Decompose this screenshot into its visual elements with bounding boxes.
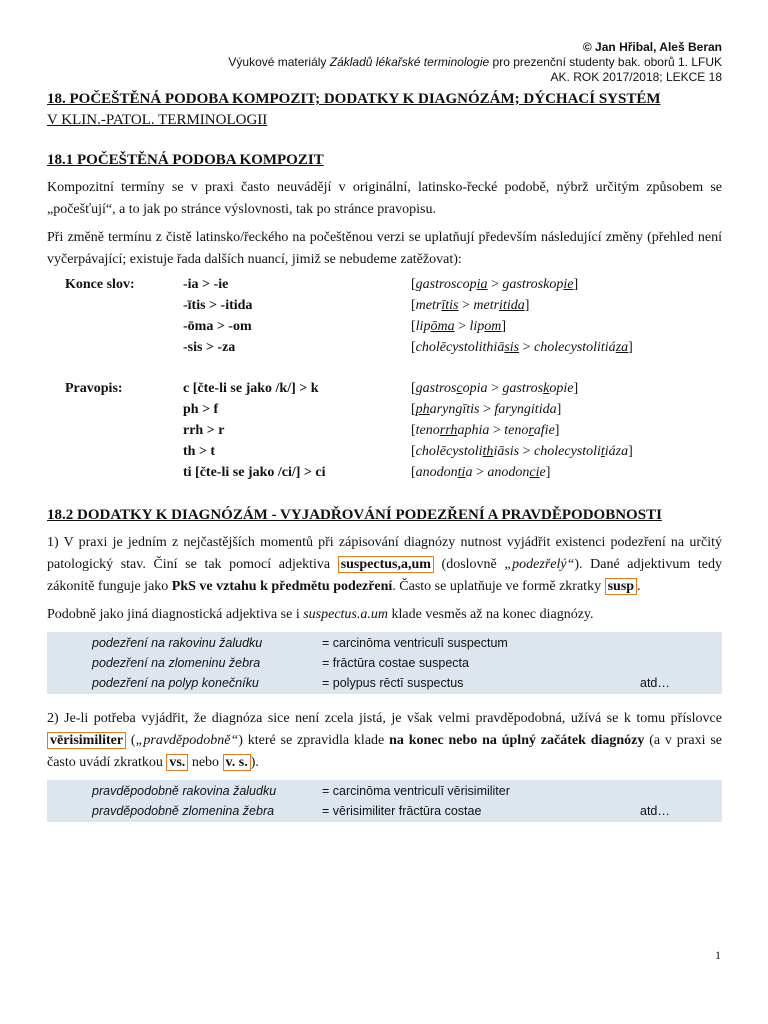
paragraph: 2) Je-li potřeba vyjádřit, že diagnóza sice není zcela jistá, je však velmi pravděpodobná, užívá se k tomu příslovce vērisimiliter („pravděpodobně“) které se zpravidla klade na konec nebo na úplný začátek diagnózy (a v praxi se často uvádí zkratkou vs. nebo v. s. ).	[47, 711, 722, 770]
examples-table-verisimiliter	[47, 780, 722, 822]
example-cell: [pharyngītis > faryngitida]	[411, 402, 562, 417]
rule-change: c [čte-li se jako /k/] > k	[183, 381, 319, 396]
rule-group-label	[65, 319, 183, 340]
etc-note	[640, 633, 700, 653]
etc-note: atd…	[640, 676, 670, 690]
czech-term: podezření na rakovinu žaludku	[92, 636, 263, 650]
section-heading-18-2: 18.2 DODATKY K DIAGNÓZÁM - VYJADŘOVÁNÍ PODEZŘENÍ A PRAVDĚPODOBNOSTI	[47, 507, 662, 523]
rule-change: th > t	[183, 444, 216, 459]
rule-group-label: Pravopis:	[65, 381, 123, 396]
example-cell: [cholēcystolithiāsis > cholecystolitiáza]	[411, 444, 633, 459]
rule-row	[65, 277, 633, 298]
rule-group-label: Konce slov:	[65, 277, 135, 292]
rule-group-label	[65, 402, 183, 423]
paragraph: Kompozitní termíny se v praxi často neuvádějí v originální, latinsko-řecké podobě, nýbrž určitým způsobem se „počešťují“, a to jak po stránce výslovnosti, tak po stránce pravopisu.	[47, 180, 722, 217]
rule-change: -ia > -ie	[183, 277, 229, 292]
table-row	[47, 781, 722, 801]
table-row	[47, 633, 722, 653]
rule-change: -sis > -za	[183, 340, 236, 355]
latin-term: = carcinōma ventriculī suspectum	[322, 636, 508, 650]
czech-term: pravděpodobně zlomenina žebra	[92, 804, 275, 818]
latin-term: = frāctūra costae suspecta	[322, 656, 469, 670]
rule-row	[65, 402, 633, 423]
etc-note: atd…	[640, 804, 670, 818]
section-heading-18-1: 18.1 POČEŠTĚNÁ PODOBA KOMPOZIT	[47, 152, 324, 168]
example-cell: [metrītis > metritida]	[411, 298, 530, 313]
czech-term: podezření na polyp konečníku	[92, 676, 259, 690]
rule-change: ti [čte-li se jako /ci/] > ci	[183, 465, 326, 480]
example-cell: [cholēcystolithiāsis > cholecystolitiáza]	[411, 340, 633, 355]
etc-note	[640, 781, 700, 801]
header-authors: © Jan Hřibal, Aleš Beran	[582, 40, 722, 54]
example-cell: [tenorrhaphia > tenorafie]	[411, 423, 560, 438]
changes-table	[65, 277, 633, 486]
header-year: AK. ROK 2017/2018; LEKCE 18	[550, 70, 722, 84]
rule-change: ph > f	[183, 402, 219, 417]
table-row	[47, 653, 722, 673]
rule-group-label	[65, 340, 183, 361]
czech-term: podezření na zlomeninu žebra	[92, 656, 261, 670]
page-header	[47, 40, 722, 85]
lesson-title: 18. POČEŠTĚNÁ PODOBA KOMPOZIT; DODATKY K DIAGNÓZÁM; DÝCHACÍ SYSTÉM V KLIN.-PATOL. TERMINOLOGII	[47, 91, 661, 128]
rule-change: -ōma > -om	[183, 319, 252, 334]
rule-row	[65, 444, 633, 465]
page-number: 1	[715, 948, 721, 962]
highlight-box: vērisimiliter	[47, 732, 126, 749]
latin-term: = polypus rēctī suspectus	[322, 676, 464, 690]
header-course: Výukové materiály Základů lékařské terminologie pro prezenční studenty bak. oborů 1. LFUK	[228, 55, 722, 69]
rule-row	[65, 340, 633, 361]
highlight-box: susp	[605, 578, 637, 595]
latin-term: = carcinōma ventriculī vērisimiliter	[322, 784, 510, 798]
rule-row	[65, 423, 633, 444]
example-cell: [gastroscopia > gastroskopie]	[411, 381, 579, 396]
latin-term: = vērisimiliter frāctūra costae	[322, 804, 482, 818]
paragraph: 1) V praxi je jedním z nejčastějších momentů při zápisování diagnózy nutnost vyjádřit existenci podezření na určitý patologický stav. Činí se tak pomocí adjektiva suspectus,a,um (doslovně „podezřelý“). Dané adjektivum tedy zákonitě funguje jako PkS ve vztahu k předmětu podezření. Často se uplatňuje ve formě zkratky susp .	[47, 535, 722, 594]
table-row	[47, 673, 722, 693]
rule-change: rrh > r	[183, 423, 225, 438]
examples-table-suspectus	[47, 632, 722, 694]
rule-group-label	[65, 298, 183, 319]
etc-note	[640, 653, 700, 673]
example-cell: [anodontia > anodoncie]	[411, 465, 551, 480]
spacer-row	[65, 361, 633, 381]
paragraph: Podobně jako jiná diagnostická adjektiva se i suspectus.a.um klade vesměs až na konec diagnózy.	[47, 607, 594, 622]
highlight-box: suspectus,a,um	[338, 556, 434, 573]
table-row	[47, 801, 722, 821]
rule-row	[65, 465, 633, 486]
paragraph: Při změně termínu z čistě latinsko/řeckého na počeštěnou verzi se uplatňují především následující změny (přehled není vyčerpávající; existuje řada dalších nuancí, jimiž se nebudeme zatěžovat):	[47, 230, 722, 267]
rule-change: -ītis > -itida	[183, 298, 253, 313]
czech-term: pravděpodobně rakovina žaludku	[92, 784, 277, 798]
highlight-box: v. s.	[223, 754, 251, 771]
document-page	[47, 40, 722, 832]
rule-group-label	[65, 465, 183, 486]
rule-row	[65, 298, 633, 319]
rule-group-label	[65, 444, 183, 465]
rule-row	[65, 381, 633, 402]
highlight-box: vs.	[166, 754, 188, 771]
example-cell: [gastroscopia > gastroskopie]	[411, 277, 579, 292]
example-cell: [lipōma > lipom]	[411, 319, 507, 334]
rule-row	[65, 319, 633, 340]
rule-group-label	[65, 423, 183, 444]
